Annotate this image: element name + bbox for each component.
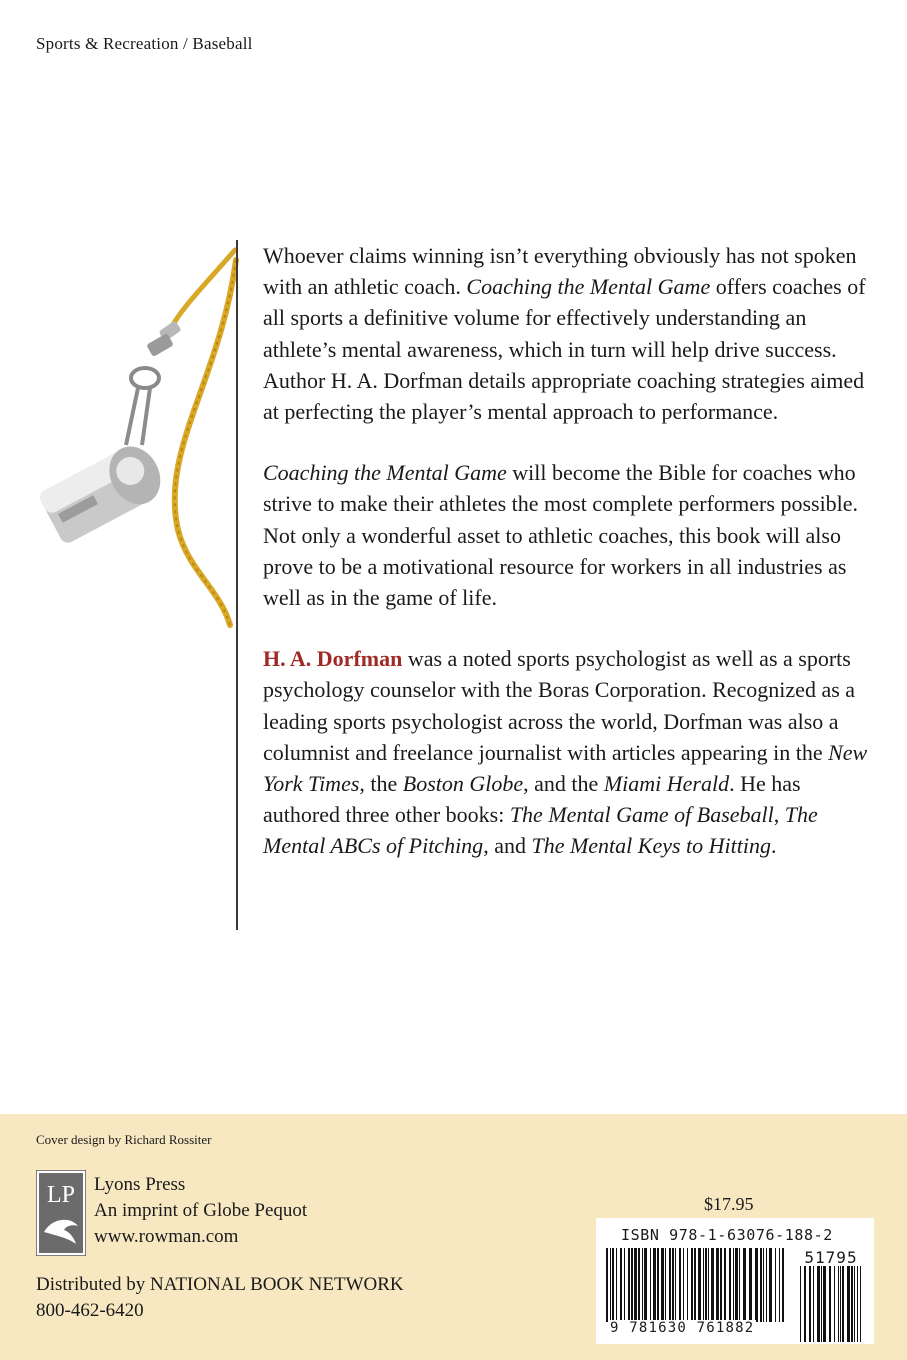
logo-letters: LP <box>46 1182 76 1208</box>
price-addon-digits: 51795 <box>804 1248 858 1267</box>
barcode-bar <box>733 1248 734 1322</box>
back-cover-copy <box>263 240 873 892</box>
publication-title: Miami Herald <box>603 771 730 797</box>
text-run: offers coaches of all sports a definitive volume for effectively understanding an athlete’s mental awareness, which in turn will help drive success. Author H. A. Dorfman details appropriate coaching strategies aimed at perfecting the player’s mental approach to performance. <box>263 274 866 425</box>
cover-design-credit: Cover design by Richard Rossiter <box>36 1132 212 1147</box>
book-title: The Mental Game of Baseball <box>509 802 774 828</box>
divider-line <box>236 240 238 930</box>
barcode-bar <box>854 1266 855 1342</box>
distributor-line: Distributed by NATIONAL BOOK NETWORK <box>36 1274 404 1295</box>
category-label: Sports & Recreation / Baseball <box>36 34 253 53</box>
barcode-bar <box>675 1248 676 1322</box>
barcode-bar <box>809 1266 811 1342</box>
book-title: The Mental Keys to Hitting <box>531 833 771 859</box>
barcode-bar <box>638 1248 640 1322</box>
barcode-bar <box>763 1248 764 1322</box>
publisher-name: Lyons Press <box>94 1174 186 1195</box>
text-run: , and the <box>523 771 604 797</box>
author-bio <box>263 643 873 861</box>
barcode-bar <box>779 1248 780 1322</box>
barcode-bar <box>829 1266 831 1342</box>
barcode-bar <box>708 1248 709 1322</box>
barcode-bar <box>840 1266 841 1342</box>
barcode-bar <box>672 1248 674 1322</box>
text-run: , the <box>359 771 403 797</box>
barcode-bar <box>665 1248 666 1322</box>
book-title: Coaching the Mental Game <box>466 274 711 300</box>
publication-title: Boston Globe <box>402 771 524 797</box>
barcode-bar <box>703 1248 704 1322</box>
text-run: , <box>773 802 785 828</box>
barcode-bar <box>782 1248 784 1322</box>
barcode-bar <box>766 1248 767 1322</box>
text-run: Whoever claims winning isn’t everything obviously has not spoken with an athletic coach. <box>263 243 857 300</box>
barcode-bar <box>838 1266 839 1342</box>
barcode-bar <box>694 1248 696 1322</box>
barcode-bar <box>860 1266 861 1342</box>
barcode-bar <box>661 1248 664 1322</box>
publisher-website: www.rowman.com <box>94 1226 239 1247</box>
text-run: will become the Bible for coaches who strive to make their athletes the most complete performers possible. Not only a wonderful asset to athletic coaches, this book will also prove to be a motivational resource for workers in all industries as well as in the game of life. <box>263 460 859 611</box>
barcode-bar <box>775 1248 776 1322</box>
barcode-bar <box>755 1248 758 1322</box>
barcode-bar <box>729 1248 731 1322</box>
barcode-bar <box>821 1266 822 1342</box>
isbn-text: ISBN 978-1-63076-188-2 <box>621 1226 833 1244</box>
barcode-bar <box>612 1248 614 1322</box>
barcode-bar <box>683 1248 684 1322</box>
barcode-bar <box>800 1266 801 1342</box>
whistle-illustration <box>30 230 240 630</box>
barcode-bar <box>711 1248 714 1322</box>
barcode-bar <box>616 1248 617 1322</box>
imprint-line: An imprint of Globe Pequot <box>94 1200 308 1221</box>
description-paragraph-2 <box>263 457 873 613</box>
publication-title: New York Times <box>263 739 868 797</box>
barcode-bar <box>606 1248 608 1322</box>
barcode-bar <box>857 1266 858 1342</box>
barcode-digits: 9 781630 761882 <box>610 1320 755 1336</box>
barcode-bar <box>628 1248 630 1322</box>
barcode-bar <box>620 1248 622 1322</box>
barcode-bar <box>847 1266 850 1342</box>
barcode-bar <box>720 1248 722 1322</box>
barcode-bar <box>716 1248 719 1322</box>
footer-band <box>0 1114 907 1360</box>
barcode-bar <box>634 1248 637 1322</box>
text-run: . He has authored three other books: <box>263 771 801 828</box>
barcode-bar <box>631 1248 633 1322</box>
barcode-bar <box>624 1248 625 1322</box>
publisher-block <box>94 1172 307 1250</box>
barcode-bar <box>642 1248 643 1322</box>
barcode-bar <box>687 1248 688 1322</box>
book-title: Coaching the Mental Game <box>263 460 507 486</box>
price-label: $17.95 <box>704 1194 754 1214</box>
distributor-phone: 800-462-6420 <box>36 1300 144 1321</box>
barcode-bar <box>724 1248 726 1322</box>
description-paragraph-1 <box>263 240 873 427</box>
barcode-bar <box>739 1248 740 1322</box>
barcode-bar <box>813 1266 814 1342</box>
text-run: , and <box>483 833 532 859</box>
barcode-bar <box>817 1266 820 1342</box>
barcode-bar <box>842 1266 844 1342</box>
barcode-bar <box>735 1248 738 1322</box>
barcode-bar <box>804 1266 806 1342</box>
author-name: H. A. Dorfman <box>263 646 403 672</box>
barcode-bar <box>851 1266 853 1342</box>
barcode-bar <box>691 1248 693 1322</box>
barcode-bar <box>657 1248 659 1322</box>
barcode-bar <box>705 1248 707 1322</box>
book-title: The Mental ABCs of Pitching <box>263 802 818 859</box>
barcode-bar <box>653 1248 656 1322</box>
barcode-bar <box>610 1248 611 1322</box>
barcode-bar <box>749 1248 752 1322</box>
barcode-bar <box>644 1248 647 1322</box>
barcode-bar <box>669 1248 671 1322</box>
lp-dolphin-logo-icon <box>36 1170 86 1256</box>
barcode-bar <box>698 1248 701 1322</box>
barcode-bar <box>650 1248 651 1322</box>
distributor-block <box>36 1272 404 1324</box>
barcode-bar <box>743 1248 746 1322</box>
barcode-bar <box>834 1266 835 1342</box>
barcode-bar <box>769 1248 772 1322</box>
text-run: . <box>770 833 777 859</box>
barcode-bar <box>760 1248 762 1322</box>
isbn-barcode <box>596 1218 874 1344</box>
text-run: was a noted sports psychologist as well as a sports psychology counselor with the Boras Corporation. Recognized as a leading sports psychologist across the world, Dorfman was also a columnist and freelance journalist with articles appearing in the <box>263 646 856 765</box>
barcode-bar <box>823 1266 826 1342</box>
barcode-bar <box>679 1248 681 1322</box>
